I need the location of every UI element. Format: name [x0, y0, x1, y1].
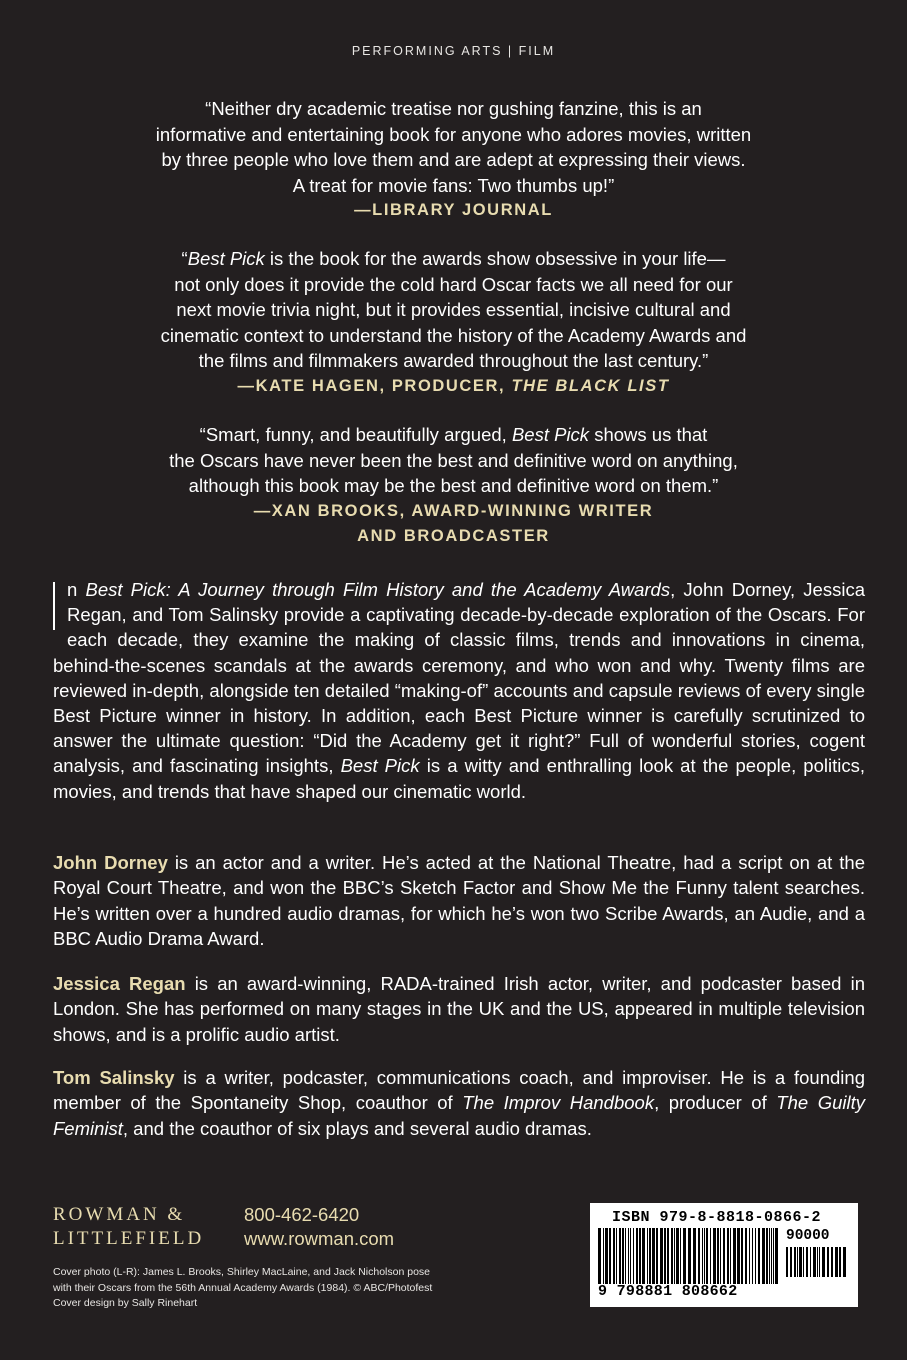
barcode-bars-icon	[598, 1228, 778, 1284]
cover-credits: Cover photo (L-R): James L. Brooks, Shirley MacLaine, and Jack Nicholson pose with their Oscars from the 56th Annual Academy Awards (1984). © ABC/Photofest Cover design by Sally Rinehart	[53, 1266, 433, 1310]
book-title: Best Pick	[511, 424, 590, 445]
book-title: Best Pick	[340, 755, 420, 777]
blurb-attribution: —KATE HAGEN, PRODUCER, THE BLACK LIST	[237, 376, 670, 395]
blurb-line: the films and filmmakers awarded throughout the last century.”	[198, 350, 709, 371]
isbn-barcode	[590, 1203, 858, 1307]
barcode-digits: 9 798881 808662	[598, 1283, 738, 1300]
book-title: Best Pick	[187, 248, 265, 269]
bio-tom-salinsky: Tom Salinsky is a writer, podcaster, communications coach, and improviser. He is a founding member of the Spontaneity Shop, coauthor of The Improv Handbook, producer of The Guilty Feminist, and the coauthor of six plays and several audio dramas.	[53, 1067, 865, 1139]
publisher-logo: ROWMAN & LITTLEFIELD	[53, 1204, 205, 1249]
blurb-line: “Neither dry academic treatise nor gushing fanzine, this is an	[205, 98, 702, 119]
blurb-attribution: —LIBRARY JOURNAL	[354, 201, 553, 219]
blurb-line: next movie trivia night, but it provides essential, incisive cultural and	[176, 299, 731, 320]
blurb-line: “Best Pick is the book for the awards show obsessive in your life—	[181, 248, 726, 269]
isbn-text: ISBN 979-8-8818-0866-2	[612, 1209, 822, 1226]
author-name: Tom Salinsky	[53, 1067, 175, 1088]
blurb-library-journal	[90, 96, 817, 224]
blurb-attribution: AND BROADCASTER	[357, 527, 550, 545]
dropcap-i	[53, 582, 65, 630]
blurb-line: A treat for movie fans: Two thumbs up!”	[292, 174, 615, 196]
publisher-contact	[244, 1203, 394, 1251]
blurb-kate-hagen	[90, 246, 817, 399]
blurb-line: although this book may be the best and definitive word on them.”	[188, 475, 719, 496]
price-code: 90000	[786, 1228, 830, 1244]
website-link[interactable]: www.rowman.com	[244, 1228, 395, 1249]
bio-john-dorney: John Dorney is an actor and a writer. He’s acted at the National Theatre, had a script on at the Royal Court Theatre, and won the BBC’s Sketch Factor and Show Me the Funny talent searches. He’s written over a hundred audio dramas, for which he’s won two Scribe Awards, an Audie, and a BBC Audio Drama Award.	[53, 852, 865, 950]
blurb-xan-brooks	[90, 422, 817, 550]
book-full-title: Best Pick: A Journey through Film History and the Academy Awards	[85, 579, 671, 600]
blurb-line: not only does it provide the cold hard Oscar facts we all need for our	[174, 273, 733, 295]
blurb-line: by three people who love them and are adept at expressing their views.	[161, 149, 746, 170]
author-name: Jessica Regan	[53, 973, 186, 994]
blurb-line: informative and entertaining book for anyone who adores movies, written	[155, 123, 752, 145]
phone-number: 800-462-6420	[244, 1204, 360, 1225]
category-label: PERFORMING ARTS | FILM	[351, 44, 556, 58]
book-description: n Best Pick: A Journey through Film History and the Academy Awards, John Dorney, Jessica Regan, and Tom Salinsky provide a captivating decade-by-decade exploration of the Oscars. For each decade, they examine the making of classic films, trends and innovations in cinema, behind-the-scenes scandals at the awards ceremony, and who won and why. Twenty films are reviewed in-depth, alongside ten detailed “making-of” accounts and capsule reviews of every single Best Picture winner in history. In addition, each Best Picture winner is carefully scrutinized to answer the ultimate question: “Did the Academy get it right?” Full of wonderful stories, cogent analysis, and fascinating insights, Best Pick is a witty and enthralling look at the people, politics, movies, and trends that have shaped our cinematic world.	[53, 579, 865, 802]
blurb-line: the Oscars have never been the best and definitive word on anything,	[169, 449, 738, 471]
price-barcode-icon	[786, 1247, 850, 1277]
blurb-line: “Smart, funny, and beautifully argued, Best Pick shows us that	[199, 424, 708, 445]
author-name: John Dorney	[53, 852, 168, 873]
blurb-line: cinematic context to understand the history of the Academy Awards and	[160, 324, 747, 346]
bio-jessica-regan: Jessica Regan is an award-winning, RADA-trained Irish actor, writer, and podcaster based in London. She has performed on many stages in the UK and the US, appeared in multiple television shows, and is a prolific audio artist.	[53, 973, 865, 1045]
blurb-attribution: —XAN BROOKS, AWARD-WINNING WRITER	[253, 501, 654, 520]
